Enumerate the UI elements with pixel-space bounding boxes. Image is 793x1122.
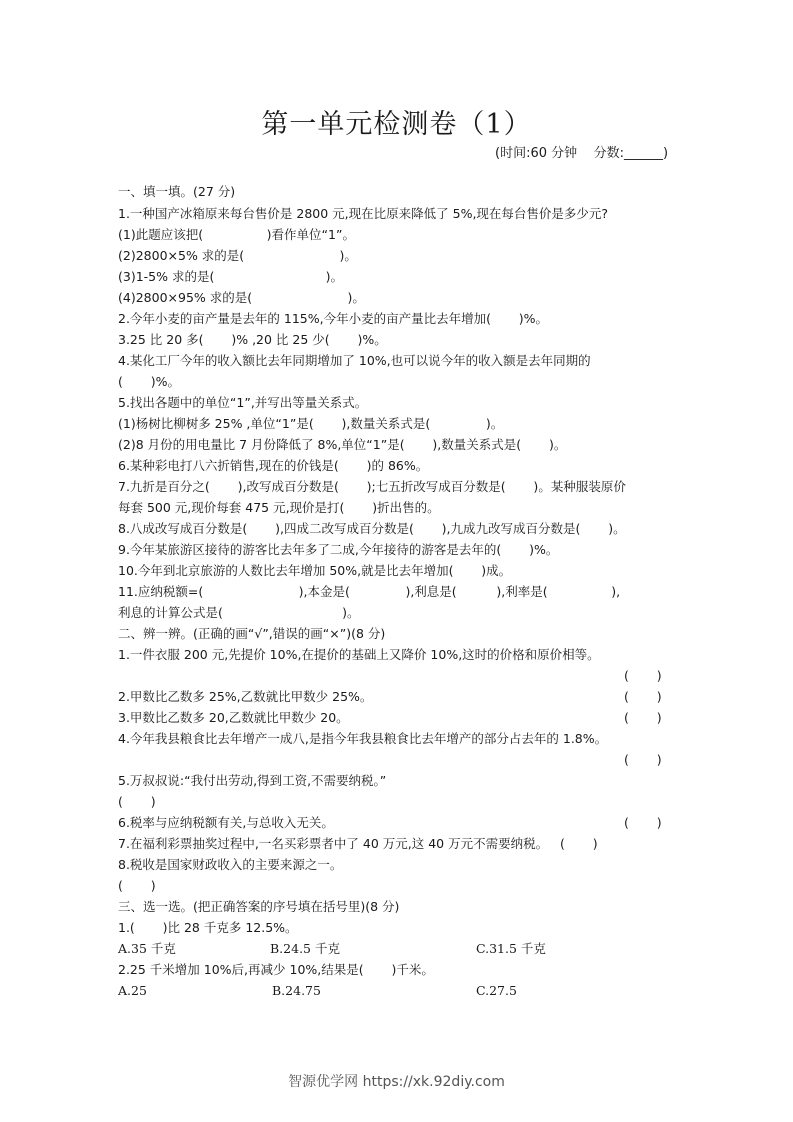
answer-mark: ( ) <box>624 815 662 830</box>
question-line: 7.在福利彩票抽奖过程中,一名买彩票者中了 40 万元,这 40 万元不需要纳税。 ( ) <box>118 836 598 851</box>
question-line: (1)此题应该把( )看作单位“1”。 <box>118 227 355 242</box>
question-line: (2)2800×5% 求的是( )。 <box>118 248 357 263</box>
answer-mark: ( ) <box>624 710 662 725</box>
question-line: 5.找出各题中的单位“1”,并写出等量关系式。 <box>118 395 368 410</box>
question-line: (4)2800×95% 求的是( )。 <box>118 290 365 305</box>
question-line: 1.( )比 28 千克多 12.5%。 <box>118 920 298 935</box>
question-line: 11.应纳税额=( ),本金是( ),利息是( ),利率是( ), <box>118 584 621 599</box>
question-line: ( )%。 <box>118 374 180 389</box>
question-line: 1.一种国产冰箱原来每台售价是 2800 元,现在比原来降低了 5%,现在每台售价是多少元? <box>118 206 609 221</box>
question-line: (2)8 月份的用电量比 7 月份降低了 8%,单位“1”是( ),数量关系式是( )。 <box>118 437 567 452</box>
question-line: 8.税收是国家财政收入的主要来源之一。 <box>118 857 343 872</box>
question-line: 利息的计算公式是( )。 <box>118 605 360 620</box>
question-line: (3)1-5% 求的是( )。 <box>118 269 343 284</box>
option-c: C.27.5 <box>476 983 517 998</box>
option-b: B.24.5 千克 <box>270 941 340 956</box>
section-heading-fill: 一、填一填。(27 分) <box>118 184 236 199</box>
question-line: 2.甲数比乙数多 25%,乙数就比甲数少 25%。 <box>118 689 373 704</box>
section-heading-judge: 二、辨一辨。(正确的画“√”,错误的画“×”)(8 分) <box>118 626 386 641</box>
footer-watermark: 智源优学网 https://xk.92diy.com <box>288 1074 505 1090</box>
question-line: 4.某化工厂今年的收入额比去年同期增加了 10%,也可以说今年的收入额是去年同期的 <box>118 353 591 368</box>
question-line: 3.甲数比乙数多 20,乙数就比甲数少 20。 <box>118 710 349 725</box>
time-score-line: (时间:60 分钟 分数:______) <box>495 146 669 161</box>
option-a: A.25 <box>118 983 147 998</box>
question-line: 每套 500 元,现价每套 475 元,现价是打( )折出售的。 <box>118 500 440 515</box>
question-line: 6.税率与应纳税额有关,与总收入无关。 <box>118 815 334 830</box>
question-line: 5.万叔叔说:“我付出劳动,得到工资,不需要纳税。” <box>118 773 387 788</box>
question-line: 1.一件衣服 200 元,先提价 10%,在提价的基础上又降价 10%,这时的价格和原价相等。 <box>118 647 600 662</box>
question-line: 10.今年到北京旅游的人数比去年增加 50%,就是比去年增加( )成。 <box>118 563 512 578</box>
option-a: A.35 千克 <box>118 941 176 956</box>
question-line: 4.今年我县粮食比去年增产一成八,是指今年我县粮食比去年增产的部分占去年的 1.8%。 <box>118 731 608 746</box>
section-heading-choose: 三、选一选。(把正确答案的序号填在括号里)(8 分) <box>118 899 400 914</box>
option-b: B.24.75 <box>272 983 321 998</box>
question-line: 8.八成改写成百分数是( ),四成二改写成百分数是( ),九成九改写成百分数是( )。 <box>118 521 626 536</box>
question-line: 3.25 比 20 多( )% ,20 比 25 少( )%。 <box>118 332 387 347</box>
question-line: 2.今年小麦的亩产量是去年的 115%,今年小麦的亩产量比去年增加( )%。 <box>118 311 549 326</box>
option-c: C.31.5 千克 <box>476 941 546 956</box>
answer-mark: ( ) <box>624 668 662 683</box>
question-line: (1)杨树比柳树多 25% ,单位“1”是( ),数量关系式是( )。 <box>118 416 504 431</box>
page-title: 第一单元检测卷（1） <box>261 109 532 140</box>
answer-mark: ( ) <box>624 752 662 767</box>
question-line: 7.九折是百分之( ),改写成百分数是( );七五折改写成百分数是( )。某种服装原价 <box>118 479 626 494</box>
question-line: 9.今年某旅游区接待的游客比去年多了二成,今年接待的游客是去年的( )%。 <box>118 542 559 557</box>
question-line: 2.25 千米增加 10%后,再减少 10%,结果是( )千米。 <box>118 962 434 977</box>
question-line: ( ) <box>118 878 156 893</box>
question-line: ( ) <box>118 794 156 809</box>
question-line: 6.某种彩电打八六折销售,现在的价钱是( )的 86%。 <box>118 458 429 473</box>
answer-mark: ( ) <box>624 689 662 704</box>
